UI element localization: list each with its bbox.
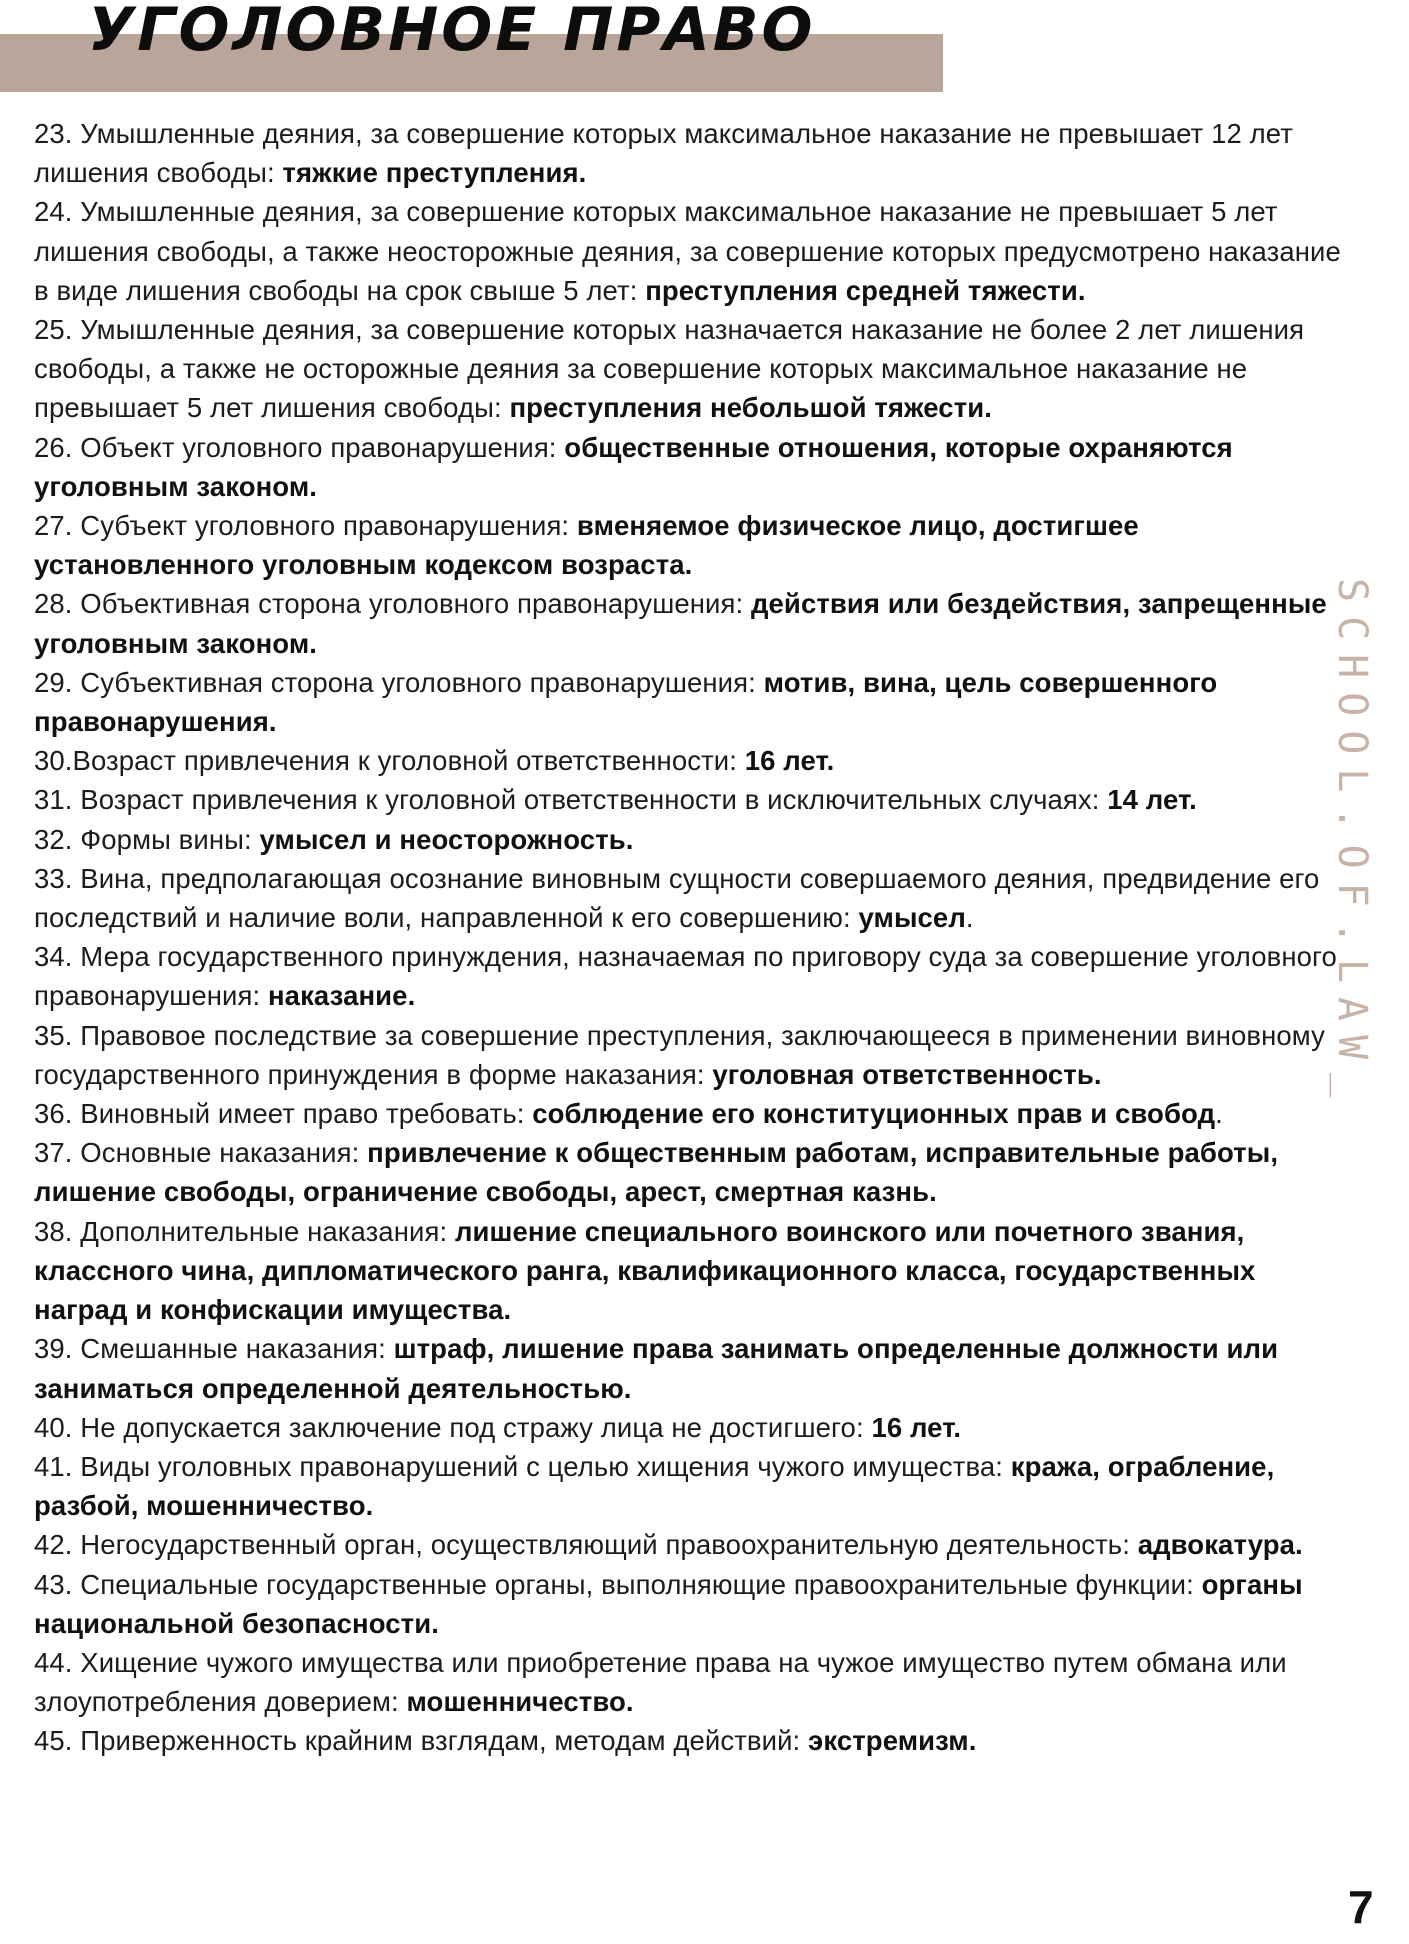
question-text: 40. Не допускается заключение под стражу лица не достигшего: <box>34 1411 872 1443</box>
qa-item <box>34 1643 1354 1721</box>
answer-text: адвокатура. <box>1137 1529 1303 1561</box>
qa-item <box>34 1016 1354 1094</box>
side-label: SCHOOL.OF.LAW_ <box>1329 578 1375 1112</box>
answer-text: органы национальной безопасности. <box>34 1568 1303 1639</box>
page-title: УГОЛОВНОЕ ПРАВО <box>88 0 816 65</box>
answer-text: лишение специального воинского или почетного звания, классного чина, дипломатического ранга, квалификационного класса, государственных наград и конфискации имущества. <box>34 1215 1256 1326</box>
answer-tail: . <box>965 902 974 934</box>
answer-text: умысел и неосторожность. <box>259 823 634 855</box>
answer-text: мотив, вина, цель совершенного правонарушения. <box>34 666 1218 738</box>
question-text: 24. Умышленные деяния, за совершение которых максимальное наказание не превышает 5 лет лишения свободы, а также неосторожные деяния, за совершение которых предусмотрено наказание в виде лишения свободы на срок свыше 5 лет: <box>34 196 1341 306</box>
question-text: 44. Хищение чужого имущества или приобретение права на чужое имущество путем обмана или злоупотребления доверием: <box>34 1646 1287 1718</box>
question-text: 26. Объект уголовного правонарушения: <box>34 431 565 463</box>
answer-text: 16 лет. <box>744 745 835 777</box>
question-text: 37. Основные наказания: <box>34 1137 368 1169</box>
qa-item <box>34 310 1354 428</box>
qa-item <box>34 192 1354 310</box>
qa-item <box>34 1721 1354 1760</box>
answer-text: преступления средней тяжести. <box>645 274 1086 306</box>
qa-item <box>34 820 1354 859</box>
question-text: 41. Виды уголовных правонарушений с целью хищения чужого имущества: <box>34 1450 1011 1482</box>
answer-text: кража, ограбление, разбой, мошенничество. <box>34 1450 1275 1522</box>
question-text: 30.Возраст привлечения к уголовной ответственности: <box>34 745 745 777</box>
answer-text: штраф, лишение права занимать определенные должности или заниматься определенной деятельностью. <box>34 1333 1279 1404</box>
answer-text: 16 лет. <box>871 1411 962 1443</box>
answer-text: действия или бездействия, запрещенные уголовным законом. <box>34 588 1327 659</box>
qa-item <box>34 741 1354 780</box>
answer-text: умысел <box>858 902 966 934</box>
qa-item <box>34 1447 1354 1525</box>
qa-item <box>34 780 1354 819</box>
question-text: 35. Правовое последствие за совершение преступления, заключающееся в применении виновному государственного принуждения в форме наказания: <box>34 1019 1325 1090</box>
question-text: 38. Дополнительные наказания: <box>34 1215 455 1247</box>
answer-text: соблюдение его конституционных прав и свобод <box>532 1098 1216 1130</box>
qa-item <box>34 428 1354 506</box>
question-text: 42. Негосударственный орган, осуществляющий правоохранительную деятельность: <box>34 1529 1138 1561</box>
qa-item <box>34 506 1354 584</box>
qa-item <box>34 1094 1354 1133</box>
question-text: 39. Смешанные наказания: <box>34 1333 394 1365</box>
question-text: 28. Объективная сторона уголовного правонарушения: <box>34 588 751 620</box>
question-text: 43. Специальные государственные органы, выполняющие правоохранительные функции: <box>34 1568 1202 1600</box>
question-text: 45. Приверженность крайним взглядам, методам действий: <box>34 1725 809 1757</box>
answer-text: наказание. <box>267 980 416 1012</box>
answer-text: уголовная ответственность. <box>712 1058 1102 1090</box>
qa-item <box>34 859 1354 937</box>
question-text: 23. Умышленные деяния, за совершение которых максимальное наказание не превышает 12 лет лишения свободы: <box>34 118 1293 189</box>
answer-text: экстремизм. <box>808 1725 977 1757</box>
question-text: 34. Мера государственного принуждения, назначаемая по приговору суда за совершение уголовного правонарушения: <box>34 941 1337 1012</box>
answer-text: 14 лет. <box>1107 784 1197 816</box>
answer-text: привлечение к общественным работам, исправительные работы, лишение свободы, ограничение свободы, арест, смертная казнь. <box>34 1137 1279 1208</box>
qa-item <box>34 1212 1354 1330</box>
qa-item <box>34 1525 1354 1564</box>
answer-tail: . <box>1215 1098 1223 1130</box>
question-text: 29. Субъективная сторона уголовного правонарушения: <box>34 666 764 698</box>
qa-list <box>34 114 1354 1761</box>
qa-item <box>34 1329 1354 1407</box>
qa-item <box>34 114 1354 192</box>
qa-item <box>34 1565 1354 1643</box>
answer-text: тяжкие преступления. <box>282 157 587 189</box>
qa-item <box>34 1133 1354 1211</box>
answer-text: общественные отношения, которые охраняются уголовным законом. <box>34 431 1233 502</box>
page-number: 7 <box>1348 1881 1374 1933</box>
qa-item <box>34 1408 1354 1447</box>
question-text: 31. Возраст привлечения к уголовной ответственности в исключительных случаях: <box>34 784 1108 816</box>
qa-item <box>34 663 1354 741</box>
qa-item <box>34 584 1354 662</box>
answer-text: мошенничество. <box>406 1686 634 1718</box>
question-text: 27. Субъект уголовного правонарушения: <box>34 510 577 542</box>
qa-item <box>34 937 1354 1015</box>
question-text: 33. Вина, предполагающая осознание виновным сущности совершаемого деяния, предвидение его последствий и наличие воли, направленной к его совершению: <box>34 862 1320 934</box>
answer-text: преступления небольшой тяжести. <box>509 392 993 424</box>
answer-text: вменяемое физическое лицо, достигшее установленного уголовным кодексом возраста. <box>34 510 1139 581</box>
question-text: 25. Умышленные деяния, за совершение которых назначается наказание не более 2 лет лишения свободы, а также не осторожные деяния за совершение которых максимальное наказание не превышает 5 лет лишения свободы: <box>34 314 1305 424</box>
question-text: 36. Виновный имеет право требовать: <box>34 1098 533 1130</box>
question-text: 32. Формы вины: <box>34 823 260 855</box>
